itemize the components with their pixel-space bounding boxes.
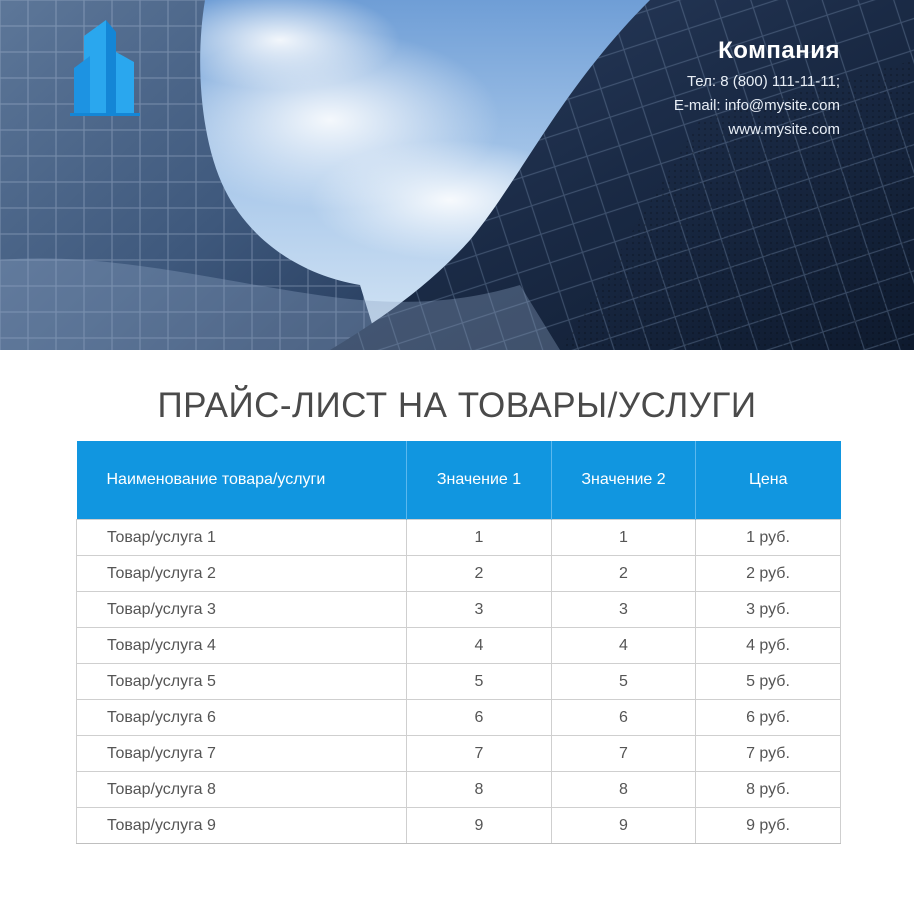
item-price: 1 руб. <box>696 520 841 556</box>
item-value2: 2 <box>552 556 696 592</box>
item-price: 7 руб. <box>696 736 841 772</box>
company-phone: Тел: 8 (800) 111-11-11; <box>686 73 840 90</box>
item-name: Товар/услуга 7 <box>77 736 407 772</box>
item-value2: 8 <box>552 772 696 808</box>
header-photo <box>0 0 914 350</box>
item-name: Товар/услуга 6 <box>77 700 407 736</box>
column-header-name: Наименование товара/услуги <box>77 441 407 520</box>
item-value1: 5 <box>407 664 552 700</box>
item-value1: 2 <box>407 556 552 592</box>
table-row <box>77 808 841 844</box>
table-row <box>77 772 841 808</box>
column-header-price: Цена <box>696 441 841 520</box>
item-price: 9 руб. <box>696 808 841 844</box>
column-header-value2: Значение 2 <box>552 441 696 520</box>
price-table <box>76 441 841 844</box>
item-value1: 9 <box>407 808 552 844</box>
item-price: 8 руб. <box>696 772 841 808</box>
item-value1: 4 <box>407 628 552 664</box>
page-title: ПРАЙС-ЛИСТ НА ТОВАРЫ/УСЛУГИ <box>157 386 757 425</box>
item-value2: 1 <box>552 520 696 556</box>
item-name: Товар/услуга 1 <box>77 520 407 556</box>
item-price: 2 руб. <box>696 556 841 592</box>
item-value2: 7 <box>552 736 696 772</box>
item-value1: 1 <box>407 520 552 556</box>
item-value1: 6 <box>407 700 552 736</box>
company-website[interactable]: www.mysite.com <box>728 121 840 138</box>
table-header-row <box>77 441 841 520</box>
item-price: 5 руб. <box>696 664 841 700</box>
table-row <box>77 628 841 664</box>
buildings-logo-icon <box>70 18 140 120</box>
item-price: 6 руб. <box>696 700 841 736</box>
item-name: Товар/услуга 5 <box>77 664 407 700</box>
table-row <box>77 664 841 700</box>
item-value1: 3 <box>407 592 552 628</box>
table-row <box>77 592 841 628</box>
table-row <box>77 556 841 592</box>
column-header-value1: Значение 1 <box>407 441 552 520</box>
table-row <box>77 736 841 772</box>
item-value2: 4 <box>552 628 696 664</box>
item-price: 3 руб. <box>696 592 841 628</box>
item-price: 4 руб. <box>696 628 841 664</box>
item-value2: 3 <box>552 592 696 628</box>
item-name: Товар/услуга 2 <box>77 556 407 592</box>
item-name: Товар/услуга 9 <box>77 808 407 844</box>
item-name: Товар/услуга 4 <box>77 628 407 664</box>
company-email[interactable]: E-mail: info@mysite.com <box>673 97 840 114</box>
item-value2: 5 <box>552 664 696 700</box>
item-value1: 8 <box>407 772 552 808</box>
company-name: Компания <box>718 37 840 64</box>
table-row <box>77 700 841 736</box>
table-row <box>77 520 841 556</box>
item-name: Товар/услуга 3 <box>77 592 407 628</box>
item-value2: 9 <box>552 808 696 844</box>
item-name: Товар/услуга 8 <box>77 772 407 808</box>
company-info <box>674 36 840 142</box>
item-value1: 7 <box>407 736 552 772</box>
item-value2: 6 <box>552 700 696 736</box>
company-logo <box>70 18 140 120</box>
